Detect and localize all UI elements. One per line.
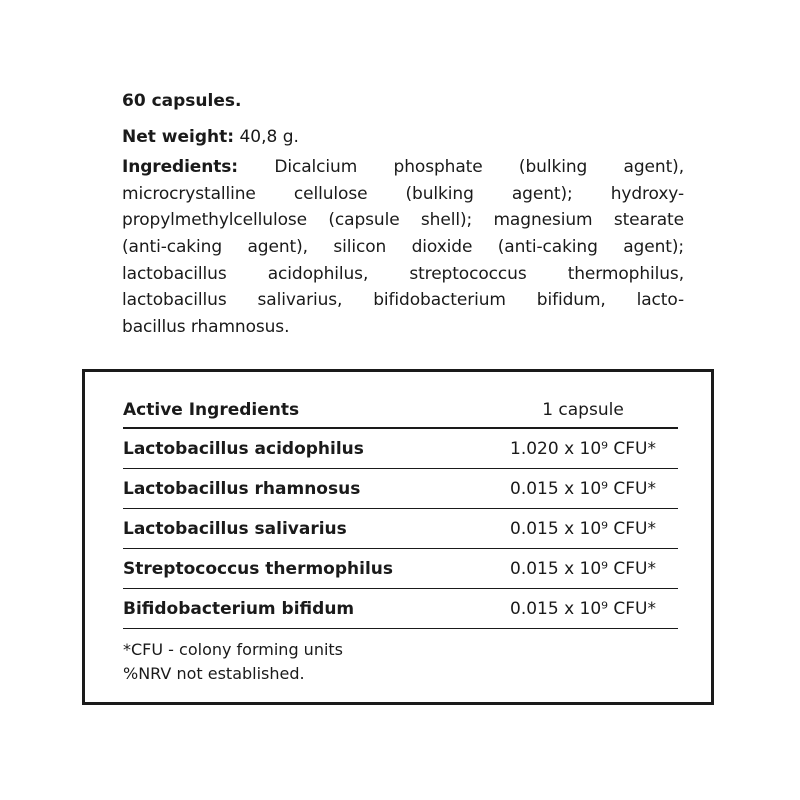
ingredients-line xyxy=(122,154,684,181)
ingredients-line: lactobacillus salivarius, bifidobacterium bifidum, lacto- xyxy=(122,290,684,311)
table-row xyxy=(123,429,678,469)
nrv-footnote: %NRV not established. xyxy=(123,664,305,683)
ingredients-line: microcrystalline cellulose (bulking agent); hydroxy- xyxy=(122,183,684,204)
ingredient-name: Lactobacillus rhamnosus xyxy=(123,478,361,499)
ingredients-line: propylmethylcellulose (capsule shell); magnesium stearate xyxy=(122,210,684,231)
ingredient-name: Lactobacillus acidophilus xyxy=(123,438,364,459)
ingredients-line: lactobacillus acidophilus, streptococcus thermophilus, xyxy=(122,263,684,284)
column-header-dose: 1 capsule xyxy=(542,399,624,420)
active-ingredients-box xyxy=(82,369,714,705)
ingredient-amount: 1.020 x 10⁹ CFU* xyxy=(510,438,656,459)
footnotes xyxy=(123,638,343,686)
ingredient-name: Streptococcus thermophilus xyxy=(123,558,393,579)
ingredient-amount: 0.015 x 10⁹ CFU* xyxy=(510,558,656,579)
ingredients-paragraph xyxy=(122,154,684,341)
ingredient-name: Lactobacillus salivarius xyxy=(123,518,347,539)
ingredients-line: (anti-caking agent), silicon dioxide (anti-caking agent); xyxy=(122,237,684,258)
table-row xyxy=(123,589,678,629)
table-row xyxy=(123,469,678,509)
net-weight-value: 40,8 g. xyxy=(239,127,299,147)
ingredient-amount: 0.015 x 10⁹ CFU* xyxy=(510,478,656,499)
table-header-row xyxy=(123,392,678,429)
column-header-ingredient: Active Ingredients xyxy=(123,399,300,420)
net-weight-label: Net weight: xyxy=(122,127,235,147)
active-ingredients-table xyxy=(123,392,678,629)
label-text-block xyxy=(122,88,684,341)
ingredient-amount: 0.015 x 10⁹ CFU* xyxy=(510,518,656,539)
cfu-footnote: *CFU - colony forming units xyxy=(123,640,344,659)
ingredients-text: Dicalcium phosphate (bulking agent), xyxy=(274,157,684,177)
table-row xyxy=(123,549,678,589)
table-row xyxy=(123,509,678,549)
ingredient-amount: 0.015 x 10⁹ CFU* xyxy=(510,598,656,619)
ingredient-name: Bifidobacterium bifidum xyxy=(123,598,355,619)
ingredients-line: bacillus rhamnosus. xyxy=(122,317,290,338)
capsule-count: 60 capsules. xyxy=(122,91,242,111)
ingredients-label: Ingredients: xyxy=(122,157,238,177)
net-weight xyxy=(122,124,684,150)
